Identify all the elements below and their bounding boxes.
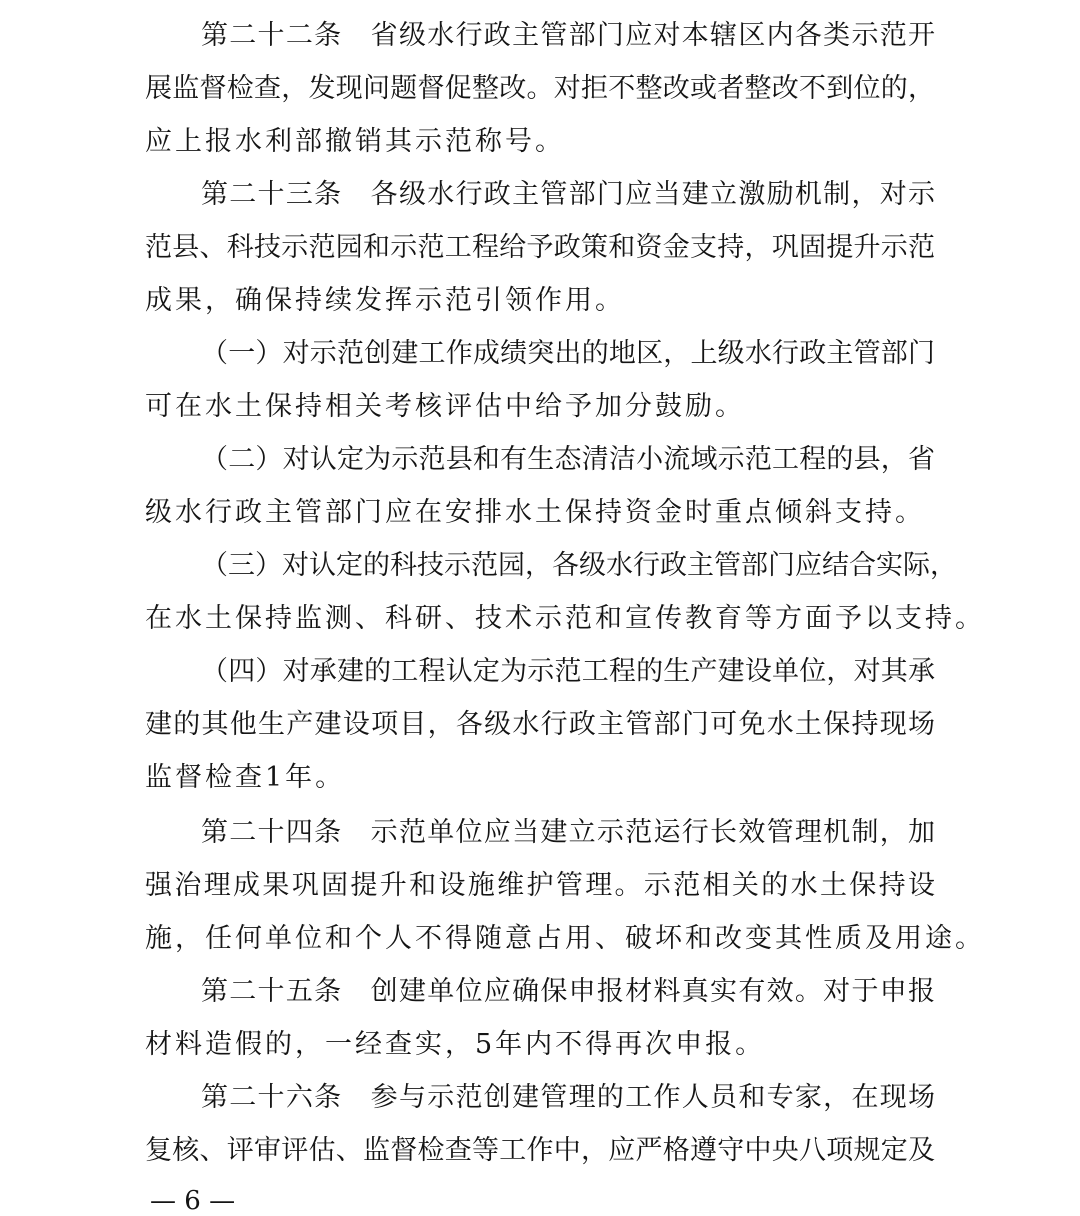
text-line: 建的其他生产建设项目，各级水行政主管部门可免水土保持现场 [145,709,935,740]
text-line: 级水行政主管部门应在安排水土保持资金时重点倾斜支持。 [145,497,925,528]
text-line: 施，任何单位和个人不得随意占用、破坏和改变其性质及用途。 [145,923,985,954]
text-line: 第二十五条 创建单位应确保申报材料真实有效。对于申报 [201,976,935,1007]
text-line: 第二十四条 示范单位应当建立示范运行长效管理机制，加 [201,817,935,848]
text-line: 应上报水利部撤销其示范称号。 [145,126,565,157]
text-line: 第二十六条 参与示范创建管理的工作人员和专家，在现场 [201,1082,935,1113]
text-line: 复核、评审评估、监督检查等工作中，应严格遵守中央八项规定及 [145,1135,935,1166]
page-number: — 6 — [150,1186,236,1216]
text-line: 强治理成果巩固提升和设施维护管理。示范相关的水土保持设 [145,870,935,901]
text-line: 可在水土保持相关考核评估中给予加分鼓励。 [145,391,745,422]
text-line: 范县、科技示范园和示范工程给予政策和资金支持，巩固提升示范 [145,232,935,263]
text-line: 材料造假的，一经查实，5年内不得再次申报。 [145,1029,766,1060]
text-line: （四）对承建的工程认定为示范工程的生产建设单位，对其承 [201,656,935,687]
text-line: 成果，确保持续发挥示范引领作用。 [145,285,625,316]
text-line: （一）对示范创建工作成绩突出的地区，上级水行政主管部门 [201,338,935,369]
text-line: （三）对认定的科技示范园，各级水行政主管部门应结合实际， [201,550,957,581]
text-line: （二）对认定为示范县和有生态清洁小流域示范工程的县，省 [201,444,935,475]
text-line: 展监督检查，发现问题督促整改。对拒不整改或者整改不到位的， [145,73,935,104]
text-line: 第二十二条 省级水行政主管部门应对本辖区内各类示范开 [201,20,935,51]
text-line: 在水土保持监测、科研、技术示范和宣传教育等方面予以支持。 [145,603,985,634]
text-line: 第二十三条 各级水行政主管部门应当建立激励机制，对示 [201,179,935,210]
text-line: 监督检查1年。 [145,762,346,793]
